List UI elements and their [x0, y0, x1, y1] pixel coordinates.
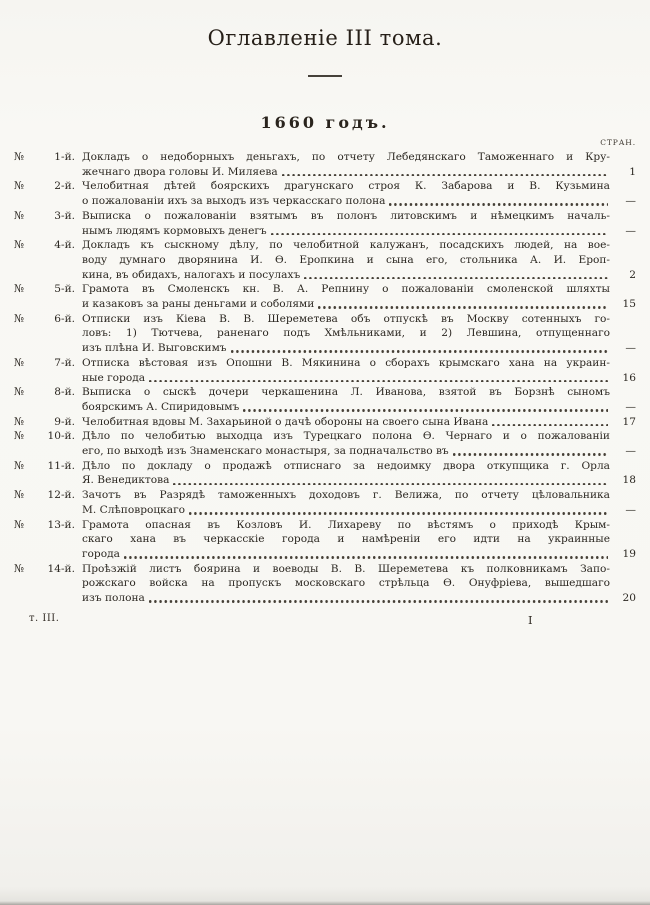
toc-entry: [14, 238, 636, 282]
number-sign: №: [14, 209, 25, 222]
entry-last-line: [82, 547, 610, 562]
entry-text-block: [82, 415, 610, 430]
page-footer: [14, 613, 636, 629]
toc-entry: [14, 518, 636, 562]
entry-text-line: Дѣло по челобитью выходца изъ Турецкаго полона Ѳ. Чернаго и о пожалованіи: [82, 430, 610, 443]
entry-text-line: ловъ: 1) Тютчева, раненаго подъ Хмѣльниками, и 2) Левшина, отпущеннаго: [82, 327, 610, 340]
toc-entry: [14, 356, 636, 385]
number-sign: №: [14, 283, 25, 296]
dotted-leader: [148, 371, 610, 386]
entry-text-block: [82, 150, 610, 179]
entry-last-line: [82, 194, 610, 209]
entry-ordinal: 5-й.: [54, 283, 75, 296]
entry-text-block: [82, 282, 610, 311]
entry-ordinal: 4-й.: [54, 239, 75, 252]
entry-page-number: 15: [622, 298, 636, 311]
entry-text-block: [82, 356, 610, 385]
entry-last-line: [82, 297, 610, 312]
entry-text-line: города: [82, 547, 120, 560]
dotted-leader: [148, 591, 610, 606]
entry-page-number: 20: [622, 592, 636, 605]
entry-ordinal: 6-й.: [54, 312, 75, 325]
entry-last-line: [82, 371, 610, 386]
entry-text-line: Отписка вѣстовая изъ Опошни В. Мякинина о сборахъ крымскаго хана на украин-: [82, 356, 610, 369]
entry-text-line: кина, въ обидахъ, налогахъ и посулахъ: [82, 268, 301, 281]
entry-text-line: изъ плѣна И. Выговскимъ: [82, 342, 227, 355]
entry-last-line: [82, 400, 610, 415]
entry-text-block: [82, 385, 610, 414]
dotted-leader: [172, 473, 610, 488]
entry-text-line: Отписки изъ Кіева В. В. Шереметева объ отпускѣ въ Москву сотенныхъ го-: [82, 312, 610, 325]
entry-text-line: Челобитная дѣтей боярскихъ драгунскаго строя К. Забарова и В. Кузьмина: [82, 180, 610, 193]
toc-entry: [14, 562, 636, 606]
number-sign: №: [14, 386, 25, 399]
entry-text-line: ные города: [82, 371, 146, 384]
entry-page-number: 17: [622, 415, 636, 428]
entry-ordinal: 1-й.: [54, 151, 75, 163]
toc-entry: [14, 488, 636, 517]
dotted-leader: [388, 194, 610, 209]
dotted-leader: [491, 415, 610, 430]
volume-signature: т. III.: [29, 612, 60, 624]
entry-text-block: [82, 209, 610, 238]
entry-page-number: 19: [622, 547, 636, 560]
entry-text-line: скаго хана въ черкасскіе города и намѣреніи его идти на украинные: [82, 533, 610, 546]
entry-ordinal: 9-й.: [54, 415, 75, 428]
number-sign: №: [14, 430, 25, 443]
toc-entry: [14, 282, 636, 311]
number-sign: №: [14, 459, 25, 472]
entry-last-line: [82, 415, 610, 430]
page-column-header: СТРАН.: [600, 138, 636, 147]
number-sign: №: [14, 239, 25, 252]
dotted-leader: [123, 547, 610, 562]
dotted-leader: [281, 165, 610, 180]
toc-entries: [14, 150, 636, 606]
page-title: Оглавленіе III тома.: [207, 26, 443, 50]
entry-page-number: —: [625, 342, 636, 355]
entry-text-line: Проѣзжій листъ боярина и воеводы В. В. Шереметева къ полковникамъ Запо-: [82, 562, 610, 575]
sheet-signature: I: [528, 612, 533, 627]
entry-last-line: [82, 224, 610, 239]
toc-entry: [14, 385, 636, 414]
entry-last-line: [82, 503, 610, 518]
dotted-leader: [452, 444, 610, 459]
entry-text-line: жечнаго двора головы И. Миляева: [82, 165, 278, 178]
year-heading: 1660 годъ.: [260, 113, 390, 132]
entry-text-line: Докладъ о недоборныхъ деньгахъ, по отчету Лебедянскаго Таможеннаго и Кру-: [82, 151, 610, 163]
entry-last-line: [82, 444, 610, 459]
entry-last-line: [82, 341, 610, 356]
entry-text-line: Грамота въ Смоленскъ кн. В. А. Репнину о пожалованіи смоленской шляхты: [82, 283, 610, 296]
entry-page-number: —: [625, 400, 636, 413]
entry-page-number: —: [625, 195, 636, 208]
entry-page-number: —: [625, 445, 636, 458]
entry-text-line: Зачотъ въ Разрядѣ таможенныхъ доходовъ г. Велижа, по отчету цѣловальника: [82, 489, 610, 502]
entry-last-line: [82, 165, 610, 180]
entry-text-line: о пожалованіи ихъ за выходъ изъ черкасскаго полона: [82, 195, 386, 208]
entry-page-number: —: [625, 224, 636, 237]
toc-entry: [14, 459, 636, 488]
entry-ordinal: 14-й.: [47, 562, 75, 575]
number-sign: №: [14, 151, 25, 163]
entry-text-line: Дѣло по докладу о продажѣ отписнаго за недоимку двора откупщика г. Орла: [82, 459, 610, 472]
entry-ordinal: 3-й.: [54, 209, 75, 222]
dotted-leader: [230, 341, 610, 356]
entry-text-line: Выписка о сыскѣ дочери черкашенина Л. Иванова, взятой въ Борзнѣ сыномъ: [82, 386, 610, 399]
entry-ordinal: 8-й.: [54, 386, 75, 399]
toc-entry: [14, 312, 636, 356]
dotted-leader: [270, 224, 610, 239]
toc-entry: [14, 209, 636, 238]
entry-text-line: Я. Венедиктова: [82, 474, 170, 487]
entry-ordinal: 12-й.: [47, 489, 75, 502]
number-sign: №: [14, 562, 25, 575]
entry-text-line: и казаковъ за раны деньгами и соболями: [82, 298, 315, 311]
entry-text-line: нымъ людямъ кормовыхъ денегъ: [82, 224, 267, 237]
entry-text-line: его, по выходѣ изъ Знаменскаго монастыря, за подначальство въ: [82, 445, 449, 458]
toc-entry: [14, 150, 636, 179]
entry-text-line: рожскаго войска на пропускъ московскаго стрѣльца Ѳ. Онуфріева, вышедшаго: [82, 577, 610, 590]
entry-text-line: Грамота опасная въ Козловъ И. Лихареву по вѣстямъ о приходѣ Крым-: [82, 518, 610, 531]
entry-page-number: —: [625, 503, 636, 516]
entry-text-block: [82, 429, 610, 458]
entry-text-block: [82, 312, 610, 356]
entry-text-block: [82, 179, 610, 208]
entry-ordinal: 11-й.: [47, 459, 75, 472]
dotted-leader: [188, 503, 610, 518]
entry-text-line: воду думнаго дворянина И. Ѳ. Еропкина и сына его, стольника А. И. Ероп-: [82, 253, 610, 266]
entry-ordinal: 13-й.: [47, 518, 75, 531]
dotted-leader: [303, 268, 610, 283]
entry-page-number: 2: [629, 268, 636, 281]
number-sign: №: [14, 312, 25, 325]
entry-last-line: [82, 473, 610, 488]
number-sign: №: [14, 180, 25, 193]
entry-page-number: 18: [622, 474, 636, 487]
entry-page-number: 1: [629, 165, 636, 178]
toc-entry: [14, 179, 636, 208]
number-sign: №: [14, 489, 25, 502]
entry-page-number: 16: [622, 371, 636, 384]
number-sign: №: [14, 356, 25, 369]
entry-text-line: изъ полона: [82, 592, 145, 605]
entry-text-block: [82, 488, 610, 517]
title-divider: [308, 75, 342, 77]
entry-text-block: [82, 518, 610, 562]
toc-entry: [14, 415, 636, 430]
dotted-leader: [242, 400, 610, 415]
entry-ordinal: 10-й.: [47, 430, 75, 443]
number-sign: №: [14, 415, 25, 428]
toc-entry: [14, 429, 636, 458]
entry-ordinal: 7-й.: [54, 356, 75, 369]
entry-text-line: Докладъ къ сыскному дѣлу, по челобитной калужанъ, посадскихъ людей, на вое-: [82, 239, 610, 252]
entry-last-line: [82, 591, 610, 606]
entry-text-line: Челобитная вдовы М. Захарьиной о дачѣ обороны на своего сына Ивана: [82, 415, 489, 428]
entry-text-block: [82, 562, 610, 606]
entry-text-line: М. Слѣповроцкаго: [82, 503, 186, 516]
entry-text-line: Выписка о пожалованіи взятымъ въ полонъ литовскимъ и нѣмецкимъ началь-: [82, 209, 610, 222]
number-sign: №: [14, 518, 25, 531]
entry-ordinal: 2-й.: [54, 180, 75, 193]
entry-text-block: [82, 459, 610, 488]
entry-text-block: [82, 238, 610, 282]
entry-text-line: боярскимъ А. Спиридовымъ: [82, 400, 240, 413]
entry-last-line: [82, 268, 610, 283]
dotted-leader: [317, 297, 610, 312]
